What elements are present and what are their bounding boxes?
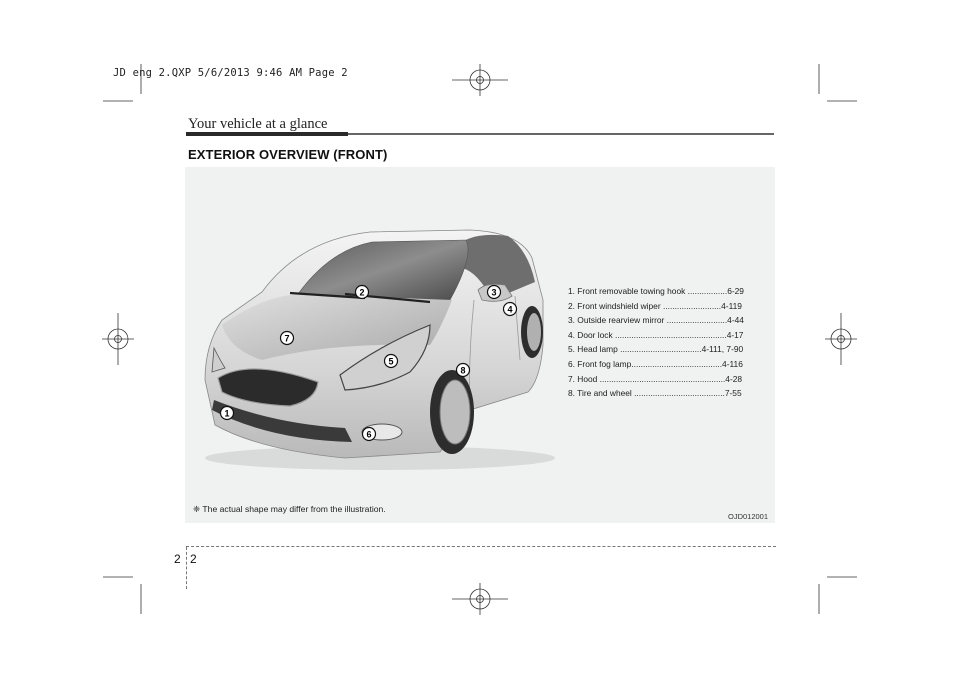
page-heading: EXTERIOR OVERVIEW (FRONT)	[188, 147, 388, 162]
legend-item: 5. Head lamp ...................................4-111, 7-90	[568, 344, 744, 355]
svg-text:2: 2	[359, 287, 365, 298]
legend-item: 8. Tire and wheel .......................................7-55	[568, 388, 742, 399]
legend-item: 1. Front removable towing hook .................6-29	[568, 286, 744, 296]
illustration-note: ❈ The actual shape may differ from the illustration.	[193, 504, 386, 514]
callout-5	[385, 355, 398, 368]
legend-item: 2. Front windshield wiper .........................4-119	[568, 300, 742, 311]
footer-rule	[186, 546, 776, 547]
callout-8	[457, 364, 470, 377]
legend-item: 6. Front fog lamp.......................................4-116	[568, 358, 743, 369]
callout-3	[488, 286, 501, 299]
print-slug: JD eng 2.QXP 5/6/2013 9:46 AM Page 2	[113, 67, 348, 79]
callout-4	[504, 303, 517, 316]
footer-divider	[186, 547, 187, 589]
svg-text:4: 4	[507, 304, 513, 315]
section-number: 2	[174, 552, 181, 566]
legend-item: 4. Door lock ................................................4-17	[568, 329, 744, 340]
image-code: OJD012001	[728, 512, 769, 521]
svg-text:1: 1	[224, 408, 230, 419]
callout-2	[356, 286, 369, 299]
legend-item: 7. Hood ......................................................4-28	[568, 373, 743, 384]
svg-text:5: 5	[388, 356, 394, 367]
section-title: Your vehicle at a glance	[188, 116, 328, 132]
page-number: 2	[190, 552, 197, 566]
callout-7	[281, 332, 294, 345]
parts-legend	[568, 284, 768, 401]
callout-6	[363, 428, 376, 441]
svg-text:8: 8	[460, 365, 466, 376]
callout-1	[221, 407, 234, 420]
legend-item: 3. Outside rearview mirror ..........................4-44	[568, 315, 744, 326]
svg-text:3: 3	[491, 287, 497, 298]
svg-text:6: 6	[366, 429, 372, 440]
svg-text:7: 7	[284, 333, 290, 344]
